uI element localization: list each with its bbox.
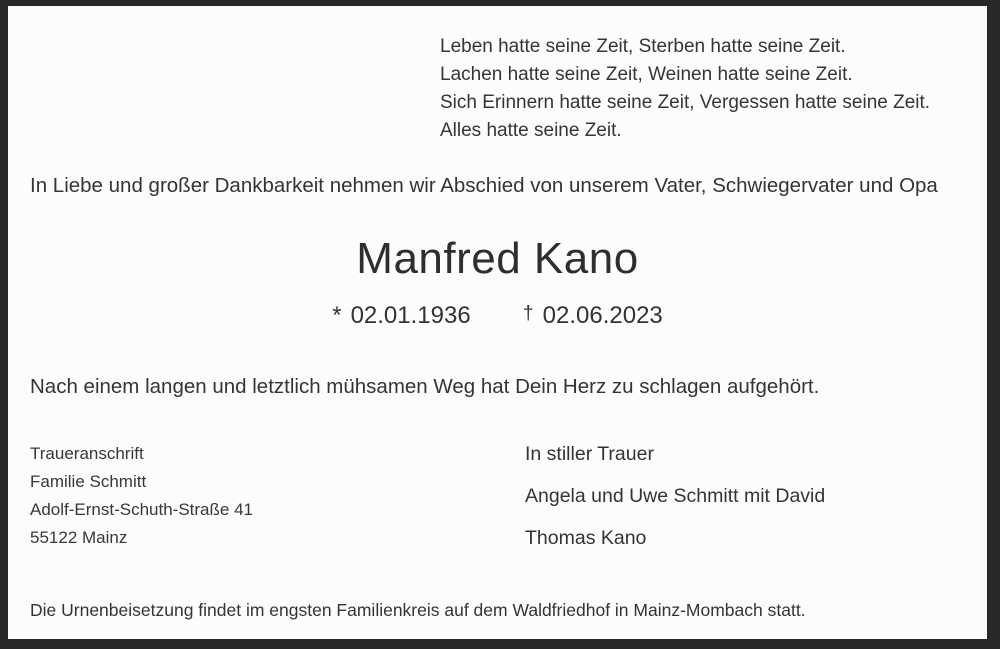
epigraph-line: Sich Erinnern hatte seine Zeit, Vergessen hatte seine Zeit. <box>440 92 931 113</box>
epigraph-line: Lachen hatte seine Zeit, Weinen hatte seine Zeit. <box>440 64 853 85</box>
mourner-line: Angela und Uwe Schmitt mit David <box>525 485 826 507</box>
life-dates <box>8 302 987 330</box>
birth-date <box>332 302 470 330</box>
farewell-message: Nach einem langen und letztlich mühsamen Weg hat Dein Herz zu schlagen aufgehört. <box>30 375 820 398</box>
mourning-address-label: Traueranschrift <box>30 444 144 463</box>
intro-text: In Liebe und großer Dankbarkeit nehmen wir Abschied von unserem Vater, Schwiegervater und Opa <box>30 174 938 197</box>
mourning-address-line: 55122 Mainz <box>30 528 128 547</box>
mourners-label: In stiller Trauer <box>525 443 654 465</box>
epigraph-line: Leben hatte seine Zeit, Sterben hatte seine Zeit. <box>440 36 846 57</box>
epigraph-line: Alles hatte seine Zeit. <box>440 120 622 141</box>
mourner-line: Thomas Kano <box>525 527 647 549</box>
funeral-info: Die Urnenbeisetzung findet im engsten Familienkreis auf dem Waldfriedhof in Mainz-Mombach statt. <box>30 600 806 620</box>
epigraph <box>440 33 930 145</box>
mourners <box>525 443 825 550</box>
mourning-address <box>30 440 253 552</box>
mourning-address-line: Familie Schmitt <box>30 472 147 491</box>
death-dagger-symbol: † <box>522 302 534 324</box>
death-date <box>523 302 663 330</box>
death-date-value: 02.06.2023 <box>542 302 663 329</box>
birth-date-value: 02.01.1936 <box>350 302 471 329</box>
mourning-address-line: Adolf-Ernst-Schuth-Straße 41 <box>30 500 253 519</box>
birth-symbol: * <box>332 302 342 329</box>
deceased-name: Manfred Kano <box>356 234 639 283</box>
